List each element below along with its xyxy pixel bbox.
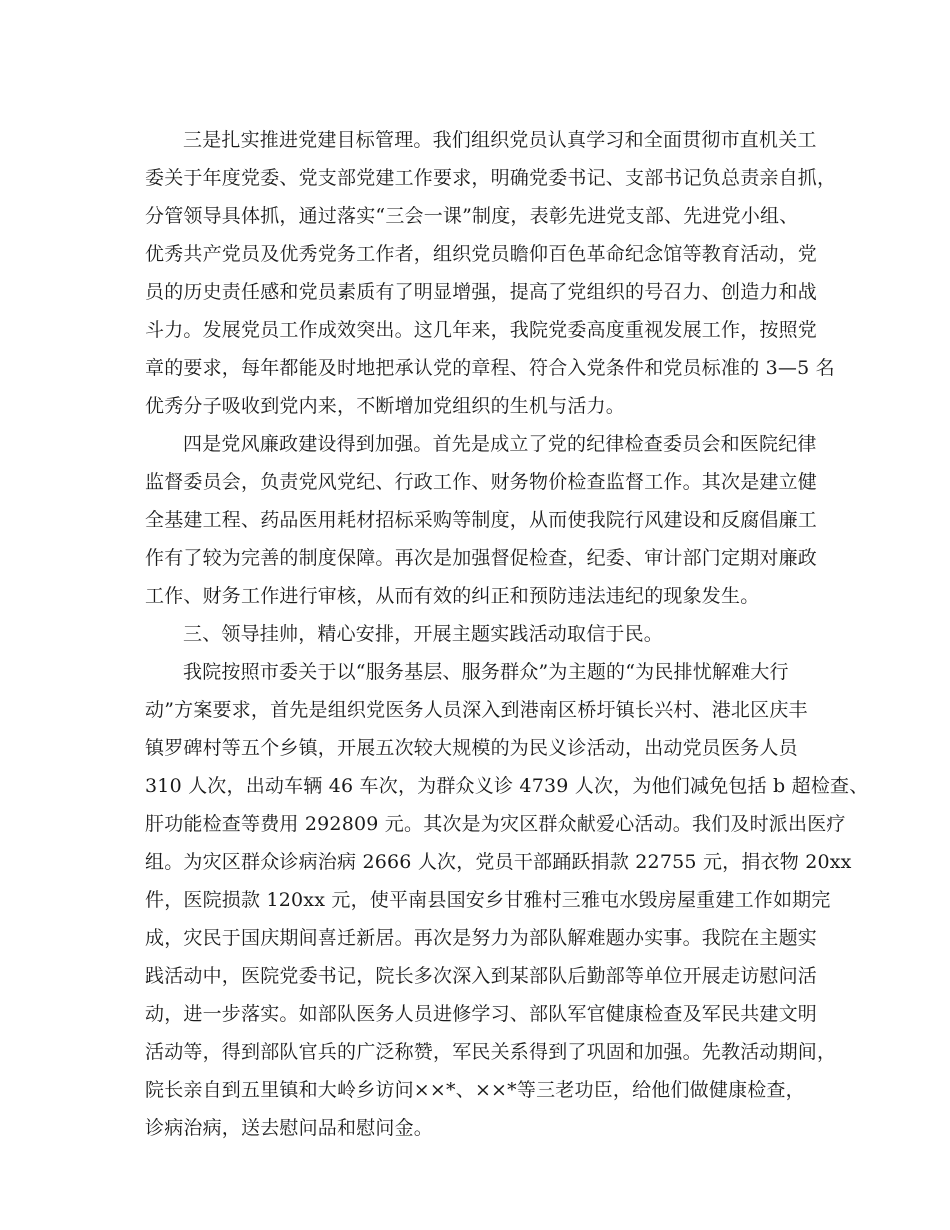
paragraph-line: 章的要求，每年都能及时地把承认党的章程、符合入党条件和党员标准的 3—5 名 (145, 357, 835, 379)
paragraph-line: 三是扎实推进党建目标管理。我们组织党员认真学习和全面贯彻市直机关工 (183, 129, 817, 151)
paragraph-line: 委关于年度党委、党支部党建工作要求，明确党委书记、支部书记负总责亲自抓， (145, 167, 837, 189)
paragraph-line: 监督委员会，负责党风党纪、行政工作、财务物价检查监督工作。其次是建立健 (145, 471, 818, 493)
paragraph-line: 诊病治病，送去慰问品和慰问金。 (145, 1117, 434, 1139)
paragraph-line: 分管领导具体抓，通过落实“三会一课”制度，表彰先进党支部、先进党小组、 (145, 205, 799, 227)
section-heading: 三、领导挂帅，精心安排，开展主题实践活动取信于民。 (183, 623, 664, 645)
paragraph-line: 员的历史责任感和党员素质有了明显增强，提高了党组织的号召力、创造力和战 (145, 281, 818, 303)
paragraph-line: 优秀共产党员及优秀党务工作者，组织党员瞻仰百色革命纪念馆等教育活动，党 (145, 243, 818, 265)
paragraph-line: 动，进一步落实。如部队医务人员进修学习、部队军官健康检查及军民共建文明 (145, 1003, 818, 1025)
paragraph-line: 成，灾民于国庆期间喜迁新居。再次是努力为部队解难题办实事。我院在主题实 (145, 927, 818, 949)
paragraph-line: 组。为灾区群众诊病治病 2666 人次，党员干部踊跃捐款 22755 元，捐衣物 20xx (145, 851, 852, 873)
paragraph-line: 作有了较为完善的制度保障。再次是加强督促检查，纪委、审计部门定期对廉政 (145, 547, 818, 569)
paragraph-line: 件，医院损款 120xx 元，使平南县国安乡甘雅村三雅屯水毁房屋重建工作如期完 (145, 889, 831, 911)
paragraph-line: 院长亲自到五里镇和大岭乡访问××*、××*等三老功臣，给他们做健康检查， (145, 1079, 805, 1101)
paragraph-line: 斗力。发展党员工作成效突出。这几年来，我院党委高度重视发展工作，按照党 (145, 319, 818, 341)
paragraph-line: 活动等，得到部队官兵的广泛称赞，军民关系得到了巩固和加强。先教活动期间， (145, 1041, 837, 1063)
paragraph-line: 工作、财务工作进行审核，从而有效的纠正和预防违法违纪的现象发生。 (145, 585, 760, 607)
paragraph-line: 肝功能检查等费用 292809 元。其次是为灾区群众献爱心活动。我们及时派出医疗 (145, 813, 846, 835)
paragraph-line: 全基建工程、药品医用耗材招标采购等制度，从而使我院行风建设和反腐倡廉工 (145, 509, 818, 531)
paragraph-line: 310 人次，出动车辆 46 车次，为群众义诊 4739 人次，为他们减免包括 b 超检查、 (145, 775, 869, 797)
paragraph-line: 镇罗碑村等五个乡镇，开展五次较大规模的为民义诊活动，出动党员医务人员 (145, 737, 798, 759)
paragraph-line: 四是党风廉政建设得到加强。首先是成立了党的纪律检查委员会和医院纪律 (183, 433, 817, 455)
paragraph-line: 优秀分子吸收到党内来，不断增加党组织的生机与活力。 (145, 395, 626, 417)
paragraph-line: 动”方案要求，首先是组织党医务人员深入到港南区桥圩镇长兴村、港北区庆丰 (145, 699, 808, 721)
paragraph-line: 我院按照市委关于以“服务基层、服务群众”为主题的“为民排忧解难大行 (183, 661, 789, 683)
paragraph-line: 践活动中，医院党委书记，院长多次深入到某部队后勤部等单位开展走访慰问活 (145, 965, 818, 987)
